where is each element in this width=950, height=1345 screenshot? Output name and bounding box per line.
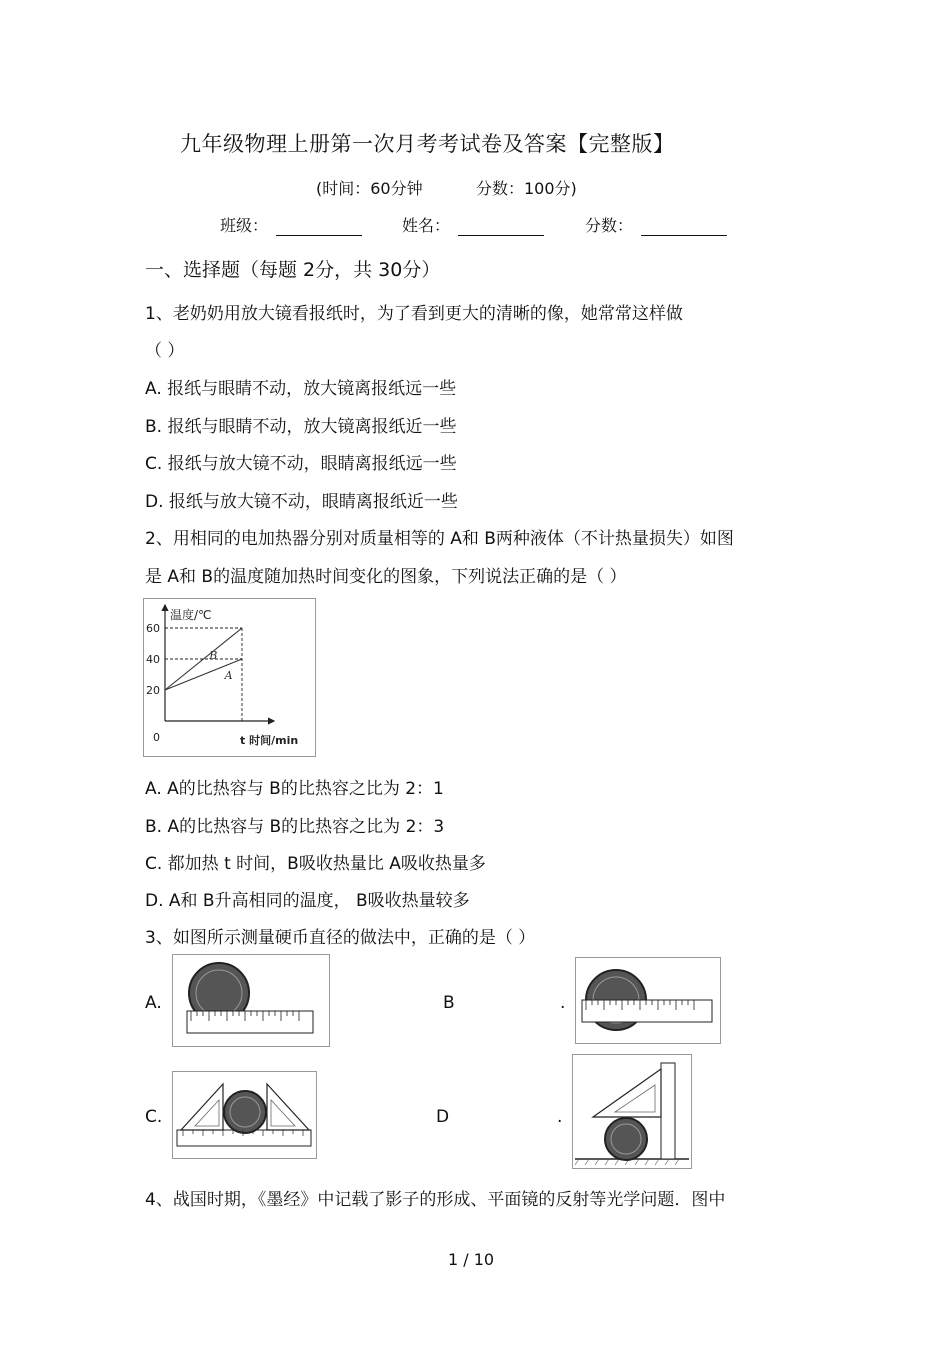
name-field[interactable] bbox=[402, 213, 544, 236]
exam-total-score: 分数：100分) bbox=[476, 179, 577, 198]
question-2-stem-line2: 是 A和 B的温度随加热时间变化的图象，下列说法正确的是（ ） bbox=[145, 567, 627, 587]
question-1-option-a: A. 报纸与眼睛不动，放大镜离报纸远一些 bbox=[145, 379, 457, 399]
question-1-paren: （ ） bbox=[145, 341, 185, 361]
question-2-option-d: D. A和 B升高相同的温度， B吸收热量较多 bbox=[145, 891, 470, 911]
figure-b-svg bbox=[576, 958, 720, 1043]
name-blank[interactable] bbox=[458, 217, 544, 236]
vertical-ruler bbox=[661, 1063, 675, 1159]
question-2-option-b: B. A的比热容与 B的比热容之比为 2：3 bbox=[145, 817, 445, 837]
option-c-label: C. bbox=[145, 1107, 163, 1127]
temperature-time-chart bbox=[143, 598, 316, 757]
page-number: 1 / 10 bbox=[448, 1250, 495, 1269]
question-1-option-d: D. 报纸与放大镜不动，眼睛离报纸近一些 bbox=[145, 492, 458, 512]
score-label: 分数： bbox=[585, 216, 634, 235]
name-label: 姓名： bbox=[402, 216, 451, 235]
option-d-dot: . bbox=[557, 1107, 563, 1127]
option-a-label: A. bbox=[145, 993, 162, 1013]
coin-ruler-figure-c bbox=[172, 1071, 317, 1159]
y-tick-label-60: 60 bbox=[146, 622, 160, 635]
coin-ruler-figure-b bbox=[575, 957, 721, 1044]
set-square-inner bbox=[615, 1085, 655, 1112]
class-blank[interactable] bbox=[276, 217, 362, 236]
coin-ruler-figure-a bbox=[172, 954, 330, 1047]
series-label-B: B bbox=[209, 648, 218, 662]
question-1-stem: 1、老奶奶用放大镜看报纸时，为了看到更大的清晰的像，她常常这样做 bbox=[145, 304, 683, 324]
question-3-stem: 3、如图所示测量硬币直径的做法中，正确的是（ ） bbox=[145, 928, 536, 948]
option-d-label: D bbox=[436, 1107, 450, 1127]
left-set-square-inner bbox=[195, 1100, 219, 1126]
score-blank[interactable] bbox=[641, 217, 727, 236]
class-field[interactable] bbox=[220, 213, 362, 236]
score-field[interactable] bbox=[585, 213, 727, 236]
right-set-square-inner bbox=[271, 1100, 295, 1126]
set-square bbox=[593, 1069, 661, 1117]
question-1-option-c: C. 报纸与放大镜不动，眼睛离报纸远一些 bbox=[145, 454, 457, 474]
y-tick-label-20: 20 bbox=[146, 684, 160, 697]
class-label: 班级： bbox=[220, 216, 269, 235]
option-b-label: B bbox=[443, 993, 455, 1013]
ruler-image bbox=[187, 1011, 313, 1033]
question-2-option-a: A. A的比热容与 B的比热容之比为 2：1 bbox=[145, 779, 444, 799]
question-1-option-b: B. 报纸与眼睛不动，放大镜离报纸近一些 bbox=[145, 417, 457, 437]
exam-time: (时间：60分钟 bbox=[316, 179, 423, 198]
question-4-stem: 4、战国时期，《墨经》中记载了影子的形成、平面镜的反射等光学问题．图中 bbox=[145, 1190, 726, 1210]
page-title: 九年级物理上册第一次月考考试卷及答案【完整版】 bbox=[180, 132, 675, 156]
chart-svg bbox=[144, 599, 315, 756]
figure-c-svg bbox=[173, 1072, 316, 1158]
y-tick-label-40: 40 bbox=[146, 653, 160, 666]
origin-label: 0 bbox=[153, 731, 160, 744]
series-label-A: A bbox=[224, 669, 233, 683]
question-2-stem-line1: 2、用相同的电加热器分别对质量相等的 A和 B两种液体（不计热量损失）如图 bbox=[145, 529, 734, 549]
left-set-square bbox=[181, 1084, 223, 1130]
option-b-dot: . bbox=[560, 993, 566, 1013]
y-axis-label: 温度/℃ bbox=[170, 608, 212, 622]
ruler-image bbox=[582, 1000, 712, 1022]
right-set-square bbox=[267, 1084, 309, 1130]
figure-d-svg bbox=[573, 1055, 691, 1168]
coin-ruler-figure-d bbox=[572, 1054, 692, 1169]
question-2-option-c: C. 都加热 t 时间，B吸收热量比 A吸收热量多 bbox=[145, 854, 486, 874]
section-heading: 一、选择题（每题 2分，共 30分） bbox=[145, 259, 441, 281]
x-axis-label: t 时间/min bbox=[240, 734, 299, 747]
figure-a-svg bbox=[173, 955, 329, 1046]
